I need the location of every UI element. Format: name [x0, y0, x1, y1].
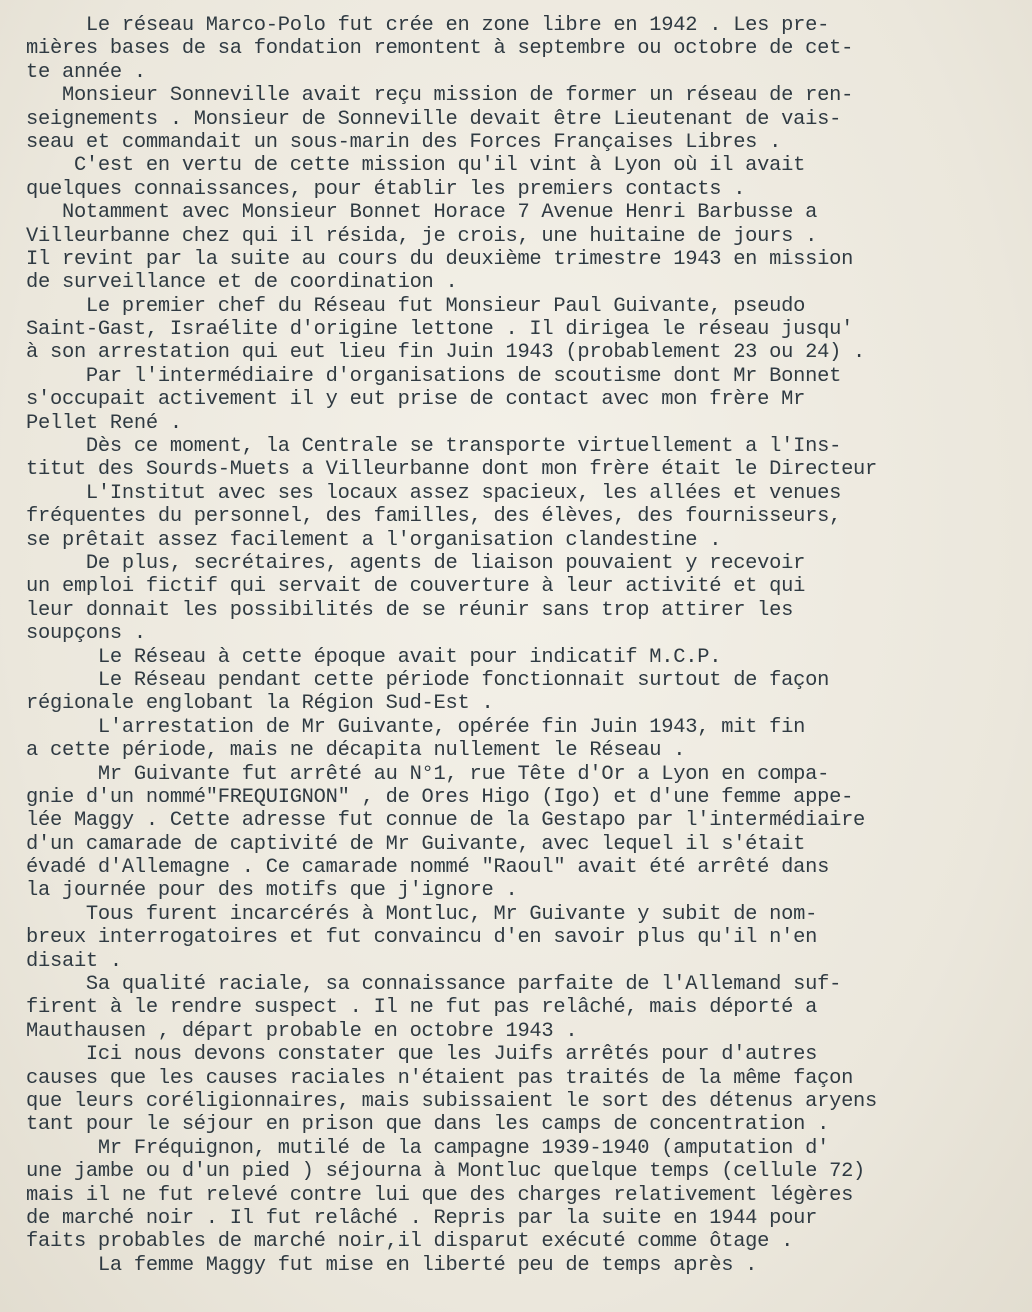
- text-line: Villeurbanne chez qui il résida, je crois, une huitaine de jours .: [26, 224, 818, 248]
- text-line: Mauthausen , départ probable en octobre 1943 .: [26, 1019, 578, 1043]
- text-line: quelques connaissances, pour établir les premiers contacts .: [26, 177, 746, 201]
- text-line: La femme Maggy fut mise en liberté peu de temps après .: [26, 1253, 758, 1277]
- text-line: soupçons .: [26, 622, 146, 646]
- text-line: Il revint par la suite au cours du deuxième trimestre 1943 en mission: [26, 247, 854, 271]
- text-line: régionale englobant la Région Sud-Est .: [26, 692, 494, 716]
- text-line: de surveillance et de coordination .: [26, 271, 458, 295]
- text-line: gnie d'un nommé"FREQUIGNON" , de Ores Higo (Igo) et d'une femme appe-: [26, 785, 854, 809]
- text-line: évadé d'Allemagne . Ce camarade nommé "Raoul" avait été arrêté dans: [26, 856, 830, 880]
- text-line: De plus, secrétaires, agents de liaison pouvaient y recevoir: [26, 551, 806, 575]
- text-line: Le premier chef du Réseau fut Monsieur Paul Guivante, pseudo: [26, 294, 806, 318]
- text-line: tant pour le séjour en prison que dans les camps de concentration .: [26, 1113, 830, 1137]
- text-line: Notamment avec Monsieur Bonnet Horace 7 Avenue Henri Barbusse a: [26, 201, 818, 225]
- text-line: faits probables de marché noir,il disparut exécuté comme ôtage .: [26, 1230, 794, 1254]
- text-line: a cette période, mais ne décapita nullement le Réseau .: [26, 739, 686, 763]
- text-line: fréquentes du personnel, des familles, des élèves, des fournisseurs,: [26, 505, 842, 529]
- text-line: mais il ne fut relevé contre lui que des charges relativement légères: [26, 1183, 854, 1207]
- text-line: Monsieur Sonneville avait reçu mission de former un réseau de ren-: [26, 84, 854, 108]
- text-line: la journée pour des motifs que j'ignore .: [26, 879, 518, 903]
- text-line: Le Réseau à cette époque avait pour indicatif M.C.P.: [26, 645, 722, 669]
- text-line: de marché noir . Il fut relâché . Repris par la suite en 1944 pour: [26, 1206, 818, 1230]
- text-line: Mr Guivante fut arrêté au N°1, rue Tête d'Or a Lyon en compa-: [26, 762, 830, 786]
- text-line: d'un camarade de captivité de Mr Guivante, avec lequel il s'était: [26, 832, 806, 856]
- text-line: titut des Sourds-Muets a Villeurbanne dont mon frère était le Directeur: [26, 458, 878, 482]
- text-line: Mr Fréquignon, mutilé de la campagne 1939-1940 (amputation d': [26, 1136, 830, 1160]
- text-line: breux interrogatoires et fut convaincu d'en savoir plus qu'il n'en: [26, 926, 818, 950]
- text-line: firent à le rendre suspect . Il ne fut pas relâché, mais déporté a: [26, 996, 818, 1020]
- text-line: L'Institut avec ses locaux assez spacieux, les allées et venues: [26, 481, 842, 505]
- text-line: lée Maggy . Cette adresse fut connue de la Gestapo par l'intermédiaire: [26, 809, 866, 833]
- text-line: leur donnait les possibilités de se réunir sans trop attirer les: [26, 598, 794, 622]
- text-line: Saint-Gast, Israélite d'origine lettone . Il dirigea le réseau jusqu': [26, 318, 854, 342]
- text-line: une jambe ou d'un pied ) séjourna à Montluc quelque temps (cellule 72): [26, 1160, 866, 1184]
- text-line: seau et commandait un sous-marin des Forces Françaises Libres .: [26, 130, 782, 154]
- text-line: Ici nous devons constater que les Juifs arrêtés pour d'autres: [26, 1043, 818, 1067]
- text-line: Tous furent incarcérés à Montluc, Mr Guivante y subit de nom-: [26, 902, 818, 926]
- text-line: seignements . Monsieur de Sonneville devait être Lieutenant de vais-: [26, 107, 842, 131]
- text-line: Sa qualité raciale, sa connaissance parfaite de l'Allemand suf-: [26, 973, 842, 997]
- text-line: te année .: [26, 60, 146, 84]
- text-line: Pellet René .: [26, 411, 182, 435]
- text-line: disait .: [26, 949, 122, 973]
- typed-text-body: [26, 14, 1016, 1277]
- text-line: C'est en vertu de cette mission qu'il vint à Lyon où il avait: [26, 154, 806, 178]
- text-line: un emploi fictif qui servait de couverture à leur activité et qui: [26, 575, 806, 599]
- text-line: causes que les causes raciales n'étaient pas traités de la même façon: [26, 1066, 854, 1090]
- text-line: que leurs coréligionnaires, mais subissaient le sort des détenus aryens: [26, 1089, 878, 1113]
- text-line: Le réseau Marco-Polo fut crée en zone libre en 1942 . Les pre-: [26, 14, 830, 37]
- text-line: Le Réseau pendant cette période fonctionnait surtout de façon: [26, 668, 830, 692]
- text-line: mières bases de sa fondation remontent à septembre ou octobre de cet-: [26, 37, 854, 61]
- text-line: Par l'intermédiaire d'organisations de scoutisme dont Mr Bonnet: [26, 364, 842, 388]
- text-line: se prêtait assez facilement a l'organisation clandestine .: [26, 528, 722, 552]
- text-line: à son arrestation qui eut lieu fin Juin 1943 (probablement 23 ou 24) .: [26, 341, 866, 365]
- text-line: s'occupait activement il y eut prise de contact avec mon frère Mr: [26, 388, 806, 412]
- text-line: Dès ce moment, la Centrale se transporte virtuellement a l'Ins-: [26, 435, 842, 459]
- text-line: L'arrestation de Mr Guivante, opérée fin Juin 1943, mit fin: [26, 715, 806, 739]
